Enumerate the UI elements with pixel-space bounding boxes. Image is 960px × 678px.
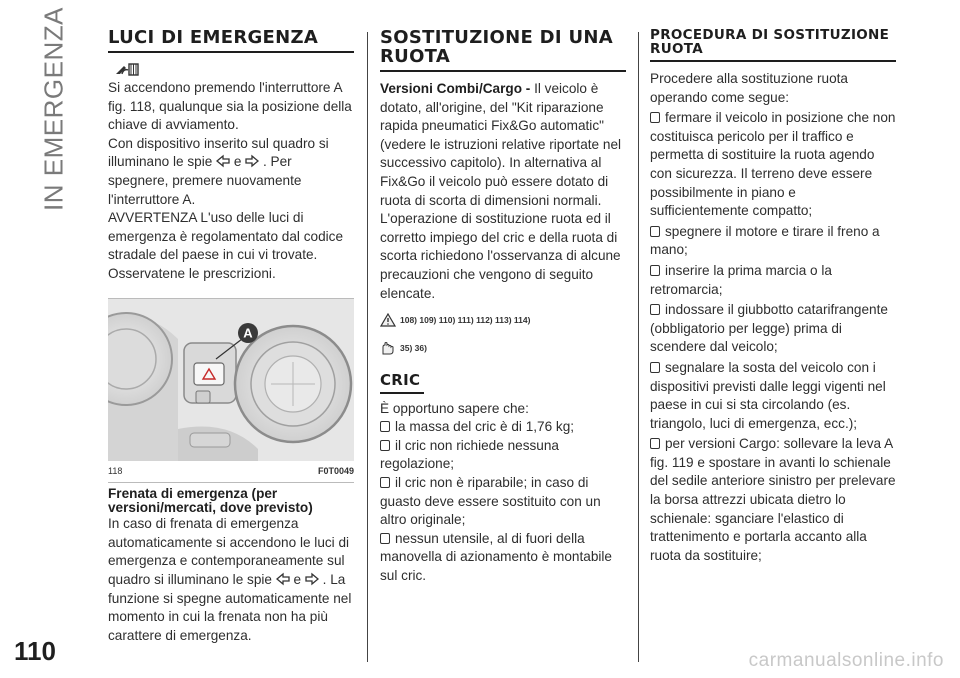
procedure-item [650, 223, 896, 260]
subheading-frenata: Frenata di emergenza (per versioni/mercati, dove previsto) [108, 486, 313, 516]
heading-rule [380, 392, 424, 394]
bullet-icon [380, 421, 390, 432]
figure-number: 118 [108, 465, 123, 476]
heading-luci-emergenza: LUCI DI EMERGENZA [108, 27, 319, 48]
procedure-item [650, 109, 896, 221]
procedure-item-text: per versioni Cargo: sollevare la leva A fig. 119 e spostare in avanti lo schienale del sedile anteriore sinistro per prelevare la borsa attrezzi ubicata dietro lo schienale: sganciare l'elastico di trattenimento e portarla accanto alla ruota da sostituire; [650, 436, 896, 563]
cric-item [380, 418, 626, 437]
procedure-intro: Procedere alla sostituzione ruota operando come segue: [650, 71, 848, 105]
section-sidebar [24, 7, 84, 211]
cric-item [380, 530, 626, 586]
watermark: carmanualsonline.info [748, 650, 944, 671]
cric-item-text: il cric non è riparabile; in caso di guasto deve essere sostituito con un altro originale; [380, 475, 601, 528]
dashboard-photo [108, 299, 354, 461]
figure-marker: A [243, 325, 253, 341]
procedure-item [650, 435, 896, 565]
paragraph-frenata [108, 515, 354, 645]
shield-icon [114, 61, 140, 77]
figure-caption [108, 462, 354, 484]
procedure-item [650, 359, 896, 433]
paragraph-spie-end: . Per spegnere, premere nuovamente l'interruttore A. [108, 154, 302, 207]
warning-text: AVVERTENZA L'uso delle luci di emergenza è regolamentato dal codice stradale del paese in cui vi trovate. Osservatene le prescrizioni. [108, 210, 344, 281]
bullet-icon [380, 533, 390, 544]
bullet-icon [380, 440, 390, 451]
procedure-item-text: inserire la prima marcia o la retromarcia; [650, 262, 832, 297]
cric-item-text: la massa del cric è di 1,76 kg; [395, 419, 575, 435]
column-3 [650, 28, 896, 565]
paragraph-spie-and: e [233, 154, 242, 170]
column-2 [380, 28, 626, 586]
procedure-item-text: indossare il giubbotto catarifrangente (obbligatorio per legge) prima di scendere dal veicolo; [650, 302, 888, 355]
cric-item-text: il cric non richiede nessuna regolazione; [380, 437, 559, 472]
intro-text: Si accendono premendo l'interruttore A fig. 118, qualunque sia la posizione della chiave di avviamento. [108, 80, 352, 133]
paragraph-spie [108, 135, 354, 209]
column-divider [367, 32, 368, 662]
bullet-icon [650, 226, 660, 237]
cric-intro: È opportuno sapere che: [380, 400, 529, 416]
bullet-icon [650, 362, 660, 373]
warning-references [380, 309, 626, 331]
paragraph-frenata-and: e [293, 571, 302, 587]
turn-right-indicator-icon [305, 572, 319, 586]
heading-rule [650, 60, 896, 62]
procedure-item-text: fermare il veicolo in posizione che non costituisca pericolo per il traffico e permetta di sostituire la ruota agendo con sicurezza. Il terreno deve essere possibilmente in piano e sufficientemente compatto; [650, 110, 896, 219]
hazard-switch-figure [108, 298, 354, 461]
heading-rule [108, 51, 354, 53]
caution-hand-icon [380, 341, 396, 355]
procedure-item [650, 301, 896, 357]
heading-sostituzione-ruota: SOSTITUZIONE DI UNA RUOTA [380, 27, 613, 67]
paragraph-frenata-end: . La funzione si spegne automaticamente nel momento in cui la frenata non ha più carattere di emergenza. [108, 571, 352, 643]
heading-rule [380, 70, 626, 72]
turn-left-indicator-icon [276, 572, 290, 586]
procedure-item-text: spegnere il motore e tirare il freno a mano; [650, 223, 880, 258]
section-title: IN EMERGENZA [38, 7, 69, 211]
warning-triangle-icon [380, 313, 396, 327]
heading-procedura: PROCEDURA DI SOSTITUZIONE RUOTA [650, 27, 890, 57]
paragraph-spie-start: Con dispositivo inserito sul quadro si illuminano le spie [108, 135, 329, 170]
cric-item-text: nessun utensile, al di fuori della manovella di azionamento è montabile sul cric. [380, 530, 612, 583]
bullet-icon [650, 304, 660, 315]
procedure-item [650, 262, 896, 299]
paragraph-frenata-start: In caso di frenata di emergenza automaticamente si accendono le luci di emergenza e contemporaneamente sul quadro si illuminano le spie [108, 516, 350, 587]
caution-references [380, 337, 626, 359]
caution-refs-text: 35) 36) [400, 342, 427, 353]
bullet-icon [650, 265, 660, 276]
bullet-icon [650, 438, 660, 449]
procedure-item-text: segnalare la sosta del veicolo con i dispositivi previsti dalle leggi vigenti nel paese in cui si sta circolando (es. triangolo, luci di emergenza, ecc.); [650, 359, 886, 431]
page-number: 110 [14, 636, 56, 666]
bullet-icon [380, 477, 390, 488]
cric-item [380, 474, 626, 530]
figure-code: F0T0049 [317, 465, 354, 476]
column-1 [108, 28, 354, 645]
bullet-icon [650, 112, 660, 123]
versions-paragraph [380, 80, 626, 303]
column-divider [638, 32, 639, 662]
cric-item [380, 437, 626, 474]
turn-left-indicator-icon [216, 154, 230, 168]
heading-cric: CRIC [380, 371, 421, 390]
versions-text: Il veicolo è dotato, all'origine, del "Kit riparazione rapida pneumatici Fix&Go automatic" (vedere le istruzioni relative riportate nel successivo capitolo). In alternativa al Fix&Go il veicolo può essere dotato di ruota di scorta di dimensioni normali. L'operazione di sostituzione ruota ed il corretto impiego del cric e della ruota di scorta richiedono l'osservanza di alcune precauzioni che vengono di seguito elencate. [380, 81, 622, 301]
turn-right-indicator-icon [245, 154, 259, 168]
versions-label: Versioni Combi/Cargo - [380, 81, 531, 96]
warning-refs-text: 108) 109) 110) 111) 112) 113) 114) [400, 314, 531, 325]
